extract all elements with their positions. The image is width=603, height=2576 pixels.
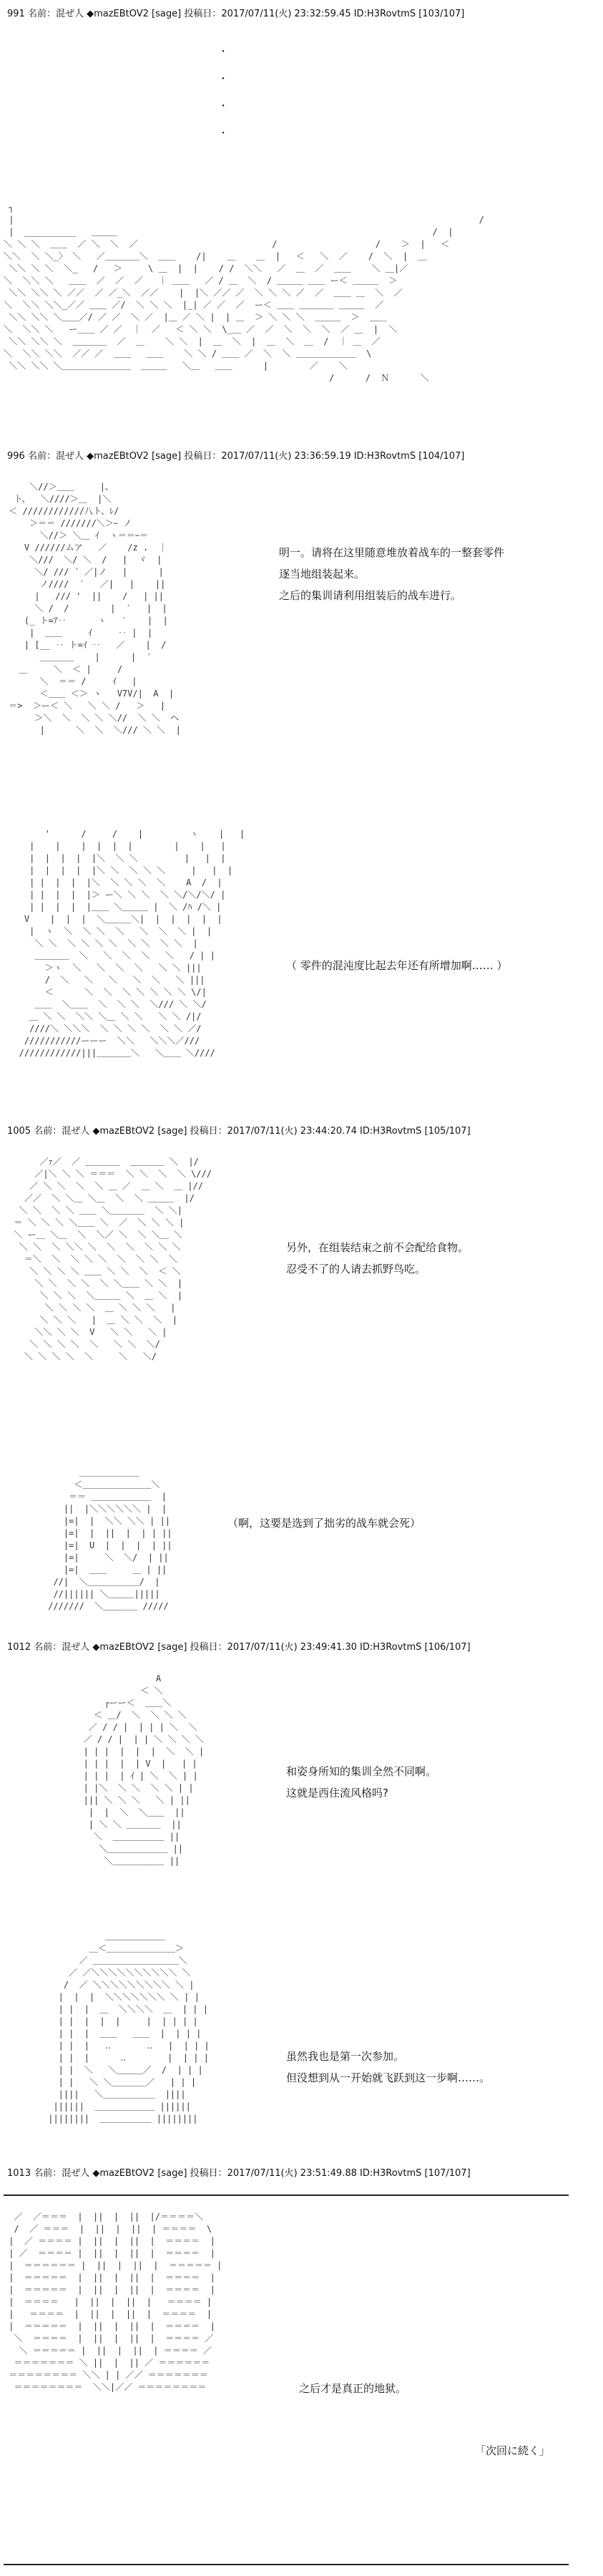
ascii-art-character-2: ' / / | ヽ | | | | | | | | | | | | | | | |＼ ＼ ＼ | | | | | | | |＼ ＼ ＼ ＼ ＼ | | | | | | | |＼ ＼ ＼ ＼ ＼ A / | | | | | |＞ ー＼ ＼ ＼ ＼ ＼/＼/＼/ | | | | | |＿＿ ＼＿＿＿ | ＼ /ﾊ /＼ | V | | | ＼＿＿＿＼| | | | | | | ヽ ＼ ＼ ＼ ＼ ＼ ＼ ＼ | | ＼ ＼ ＼ ＼ ＼ ＼ ＼ ＼ ＼ ＼ | ＿＿＿＿ ＼ ＼ ＼ ＼ ＼ / | | ＞ヽ ＼ ＼ ＼ ＼ ＼ ＼ ||| / ＼ ＼ ＼ ＼ ＼ ＼ ||| ＜ ＼ ＼ ＼ ＼ ＼ ＼ ＼ \/| ＿＿ ＼＿＿ ＼ ＼ ＼ ＼/// ＼ ＼/ ＿ ＼ ＼ ＼＼ ＼＿ ＼ ＼ ＼ ＼ /|/ ////＼ ＼＼＼ ＼ ＼ ＼ ＼ ＼ ＼ ／/ ///////////ーーー ＼＼ ＼＼＼／/// ////////////|||＿＿＿＿＼ ＼＿＿ ＼////: [19, 829, 245, 1058]
ellipsis-dot: ・: [218, 128, 228, 140]
ascii-art-parts-pile: ┐ | / | __________ ＿＿＿ / | ＼ ＼ ＼ ＿＿ ／ ＼ ＼ ／ / / ＞ | ＜ ＼＼ ＼ ＼_〉 ＼ ／＿＿＿＿＼ ＿＿ /| ＿ ＿ | ＜ ＼ ／ / ＼ | ＿ ＼＼ ＼ ＼ ＼_ / ＞ \ ＿ | | / / ＼＼ ／ ＿ ／ ＿＿ ＼ ＿|／ ＼ ＼＼ ＼ ＿＿ ／ ／ ／ ｜ ＿＿ ／ / ＿ ＼ / ＿＿＿ ＿＿ ー＜ ＿＿＿ ＞ ＼＼ ＼＼ ＼ ／／ ／ ／_＼ ／／ | |＼ ／／ ／ ＼ ＼ ＼ ／ ／ ＿＿ ＿ ＼ ／ ＼ ＼＼ ＼＼_／／ ＿＿ ／/ ＼ ＼ ＼ |_| ／ ／ ／ ー＜ ＿＿ ＿＿＿＿ ＿＿＿ ／ ＼＼ ＼＼ ＼＿＿／/ ／ ／ ＼ ／ |＿ ／ ＼ | | ＿ ＞ ＼ ＼ ＼ ＿＿＿ ＞ ＿＿ ＼ ＼＼ ＼ ー＿＿ ／ ／ ｜ ／ ＜ ＼ ＼ \_＿ ／ ／ ＼ ＼ ＼ ／ ＿ | ＼ ＼＼ ＼＼ ＼ ＿＿＿＿ ／ ＿ ＼ ＼ | ＿ ＼ | ＿ ＼ ＿ / ｜ ＿ ／ ＼ ＼＼ ＼＼ ／／ ／ ＿＿ ＿＿ ＼ ＼ / ＿＿ ／ ＼ ＼ ＿＿＿＿＿＿＿ \ ＼＼ ＼＼ ＼＿＿＿＿＿＿＿＿ ＿＿＿ ＼＿ ＿＿ | ／ ＼ / / Ｎ ＼: [4, 203, 484, 383]
ascii-art-character-1: ＼//＞＿＿ |、 ト、 ＼////＞＿ |＼ ＜ ////////////八ト、ﾚ/ ＞＝＝ ///////＼＞ｰ ノ ＼//＞ ＼＿ ｲ ヽ＝＝ｰ＝ V //////ムア ／ /z . ｜ ＼/// ＼/ ＼ / | ヾ | ＼/ /// ′ ／|ノ | | ノ//// ′ ／| | || | /// ' || / | || ＼ / / | ′ | | (_ ト=ｱ‥ ヽ ′ | | | ＿＿ ｲ ‥ | | | [__ ‥ ト=ｲ ‥ ／ | / ＿＿＿＿ | | ′ ＿ ＼ ＜ | / ＼ ＝＝ / ｲ | ＜＿＿ ＜＞ ヽ V7V/| A | ＝> ＞ー＜ ＼ ＼ ＼ / ＞ | ＞＼ ＼ ＼ ＼ ＼// ＼ ＼ ヘ | ＼ ＼ ＼/// ＼ ＼ |: [9, 482, 181, 735]
dialog-line: 虽然我也是第一次参加。: [286, 2050, 405, 2063]
dialog-line: （啊，这要是选到了拙劣的战车就会死）: [227, 1517, 421, 1530]
dialog-line: 明一。请将在这里随意堆放着战车的一整套零件: [279, 546, 505, 559]
ellipsis-dot: ・: [218, 74, 228, 85]
ascii-art-character-3: ／ｧ／ ／ ＿＿＿＿ ＿＿＿＿ ＼ |/ ／|＼ ＼ ＼ ＝＝＝ ＼ ＼ ＼ ＼ \/// ／ ＼ ＼ ＼ ＼ ＿ ／ ＿ ＼ ＿ |// ／／ ＼ ＼＿ ＼＿ ＼ ＼ ＿＿＿ |/ ＼ ＼ ＼ ＼ ＿＿ ＼＿＿＿＿ ＼ ＼| ＝ ＼ ＼ ＼ ＼＿＿ ＼ ／ ＼ ＼ ＼ | ＼ ー＿ ＼＿ ＼ ＼／ ＼ ＼ ＼＿ ＼ ＼ ＼ ＼ ＼＼ ＼ ＼ ＼ ＼ ＼ ＼ ＝＼ ＼ ＼ ＼ ＼ ＼ ＼ ＼ ＼ ＼ ＼ ＼ ＼ ＿＿ ＼ ＼ ＼ ＜ ＼ ＼ ＼ ＼ ＼ ＼ ＼＿＿ ＼ ＼ | ＼ ＼ ＼ ＼＿＿＿ ＼ ＿ ＼ | ＼ ＼ ＼ ＼ ＿ ＼ ＼ ＼ | ＼ ＼ ＼ | ＿ ＼ ＼ ＼ | ＼＼ ＼ ＼ V ＼ ＼ ＼ | ＼ ＼ ＼ ＼ ＼ ＼ ＼ ＼/ ＼ ＼ ＼ ＼ ＼ ＼ ＼/: [14, 1157, 212, 1361]
dialog-line: 逐当地组装起来。: [279, 568, 366, 580]
ascii-art-character-7: ／ ／＝＝＝ | || | || |/＝＝＝＝＼ / ／ ＝＝＝ | || | || | ＝＝＝＝ \ | ／ ＝＝＝＝ | || | || | ＝＝＝＝ | | ／ ＝＝＝＝ | || | || | ＝＝＝＝ | | ＝＝＝＝＝＝ | || | || | ＝＝＝＝＝ | | ＝＝＝＝＝ | || | || | ＝＝＝＝ | | ＝＝＝＝＝ | || | || | ＝＝＝＝ | | ＝＝＝＝ | || | || | ＝＝＝＝ | | ＝＝＝＝ | || | || | ＝＝＝＝ | | ＝＝＝＝＝ | || | || | ＝＝＝＝ | ＼ ＝＝＝＝ | || | || | ＝＝＝＝ ／ ＼ ＝＝＝＝＝ | || | || | ＝＝＝＝ ／ ＝＝＝＝＝＝＝ ＼ || | || ／ ＝＝＝＝＝＝ ＝＝＝＝＝＝＝＝ ＼＼ | | ／／ ＝＝＝＝＝＝＝ ＝＝＝＝＝＝＝＝ ＼＼|／／ ＝＝＝＝＝＝＝＝: [9, 2212, 222, 2392]
dialog-line: 忍受不了的人请去抓野鸟吃。: [286, 1263, 426, 1275]
post-header-991: 991 名前：混ぜ人 ◆mazEBtOV2 [sage] 投稿日：2017/07/11(火) 23:32:59.45 ID:H3RovtmS [103/107]: [7, 9, 465, 19]
post-header-1005: 1005 名前：混ぜ人 ◆mazEBtOV2 [sage] 投稿日：2017/07/11(火) 23:44:20.74 ID:H3RovtmS [105/107]: [7, 1126, 471, 1137]
dialog-line: 但没想到从一开始就飞跃到这一步啊……。: [286, 2071, 491, 2084]
ellipsis-dot: ・: [218, 101, 228, 112]
post-header-996: 996 名前：混ぜ人 ◆mazEBtOV2 [sage] 投稿日：2017/07/11(火) 23:36:59.19 ID:H3RovtmS [104/107]: [7, 451, 465, 462]
horizontal-rule: [4, 2195, 569, 2196]
post-header-1013: 1013 名前：混ぜ人 ◆mazEBtOV2 [sage] 投稿日：2017/07/11(火) 23:51:49.88 ID:H3RovtmS [107/107]: [7, 2168, 471, 2179]
dialog-line: 之后才是真正的地狱。: [299, 2382, 407, 2395]
ellipsis-dot: ・: [218, 47, 228, 58]
dialog-line: 另外，在组装结束之前不会配给食物。: [286, 1241, 469, 1254]
dialog-line: （ 零件的混沌度比起去年还有所增加啊…… ）: [286, 959, 508, 972]
dialog-line: 之后的集训请利用组装后的战车进行。: [279, 589, 462, 602]
post-header-1012: 1012 名前：混ぜ人 ◆mazEBtOV2 [sage] 投稿日：2017/07/11(火) 23:49:41.30 ID:H3RovtmS [106/107]: [7, 1642, 471, 1653]
ascii-art-character-6: ＿＿＿＿＿＿＿ ＿＜＿＿＿＿＿＿＿＿＞ ／ ＿＿＿＿＿＿＿＿＿＿＼ ／ ／＼＼＼＼＼＼＼＼＼＼ ＼ / ／ ＼＼＼＼＼＼＼＼＼ ＼ | | | | ＼＼＼＼＼＼＼ ＼ | | | | | ＿ ＼＼＼＼ ＿ | | | | | | | | | | | | | | | | ＿＿ ＿＿ | | | | | | | ‥ ‥ | | | | | | | ‥ | | | | | | ＼ ＼＿＿＿／ / | | | | | ＼ ＼＿＿＿＿／ | | | |||| ＼＿＿＿＿＿＿ |||| |||||| ＿＿＿＿＿＿＿ |||||| |||||||| ＿＿＿＿＿＿ ||||||||: [48, 1931, 210, 2124]
dialog-line: 这就是西住流风格吗?: [286, 1787, 388, 1799]
ascii-art-character-5: A ＜ ＼ ┌ーー＜ ＿＿＼ ＜ ＿/ ＼ ＼ ＼ ＼ ／ / / | | | | ＼ ＼ ／ / / | | | ＼ ＼ ＼ ＼ | | | | | | ＼ ＼ | | | | | | V | | | | | | | ｲ | ＼ ＼ | | | |＼ ＼ ＼ ＼ ＼ | | ||| ＼ ＼ ＼ ＼ | || | | ＼ ＼＿＿ || | ＼ ＼ ＿＿＿＿ || ＼ ＿＿＿＿＿＿ || ＼＿＿＿＿＿＿＿ || ＼＿＿＿＿＿＿ ||: [83, 1673, 205, 1866]
ascii-art-character-4: ＿＿＿＿＿＿＿ ＜＿＿＿＿＿＿＿＿＼ ＝＝ ＿＿＿＿＿＿＿ | || |＼＼＼＼＼＼ | | |=| | ＼＼ ＼＼ | || |=| | || | | | || |=| U | | | | || |=| ＼ ＼/ | || |=| ＿＿ ＿ | || //| ＼＿＿＿＿＿＿/ | //|||||| ＼＿＿＿||||| /////// ＼＿＿＿＿ /////: [48, 1467, 172, 1611]
horizontal-rule: [4, 2564, 569, 2565]
next-time-label: 「次回に続く」: [475, 2444, 551, 2457]
dialog-line: 和姿身所知的集训全然不同啊。: [286, 1765, 437, 1778]
